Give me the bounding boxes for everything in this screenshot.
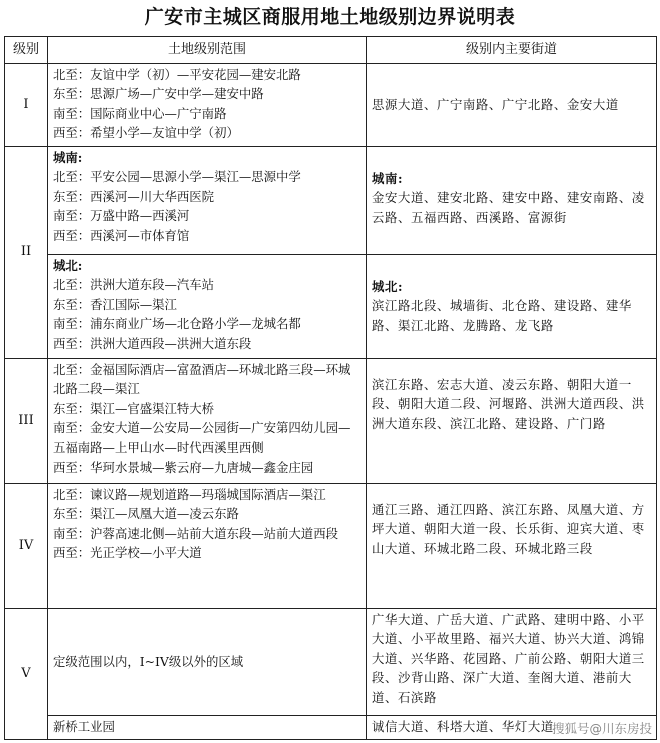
- district-label: 城北:: [53, 257, 83, 273]
- level-cell: IV: [5, 483, 48, 608]
- table-row: [5, 146, 657, 254]
- streets-cell: [367, 254, 657, 358]
- scope-cell: [48, 254, 367, 358]
- header-level: 级别: [5, 37, 48, 64]
- scope-line: 西至：华珂水景城—紫云府—九唐城—鑫金庄园: [53, 459, 314, 475]
- scope-line: 南至：浦东商业广场—北仓路小学—龙城名都: [53, 316, 301, 332]
- table-row: [5, 358, 657, 483]
- streets-text: 金安大道、建安北路、建安中路、建安南路、凌云路、五福西路、西溪路、富源街: [372, 190, 645, 225]
- scope-line: 东至：思源广场—广安中学—建安中路: [53, 86, 264, 102]
- header-scope: 土地级别范围: [48, 37, 367, 64]
- scope-cell: [48, 146, 367, 254]
- district-label: 城北:: [372, 278, 404, 294]
- scope-line: 东至：香江国际—渠江: [53, 296, 177, 312]
- scope-cell: 定级范围以内，I~IV级以外的区域: [48, 608, 367, 715]
- scope-line: 南至：金安大道—公安局—公园街—广安第四幼儿园—五福南路—上甲山水—时代西溪里西侧: [53, 420, 351, 455]
- streets-cell: 思源大道、广宁南路、广宁北路、金安大道: [367, 63, 657, 146]
- header-streets: 级别内主要街道: [367, 37, 657, 64]
- table-row: [5, 254, 657, 358]
- table-header-row: [5, 37, 657, 64]
- district-label: 城南:: [372, 170, 404, 186]
- scope-line: 东至：西溪河—川大华西医院: [53, 188, 215, 204]
- scope-line: 南至：万盛中路—西溪河: [53, 208, 190, 224]
- scope-line: 西至：洪洲大道西段—洪洲大道东段: [53, 335, 252, 351]
- scope-cell: [48, 63, 367, 146]
- scope-line: 东至：渠江—凤凰大道—凌云东路: [53, 506, 239, 522]
- page-title: 广安市主城区商服用地土地级别边界说明表: [144, 6, 516, 28]
- scope-cell: [48, 483, 367, 608]
- level-cell: V: [5, 608, 48, 739]
- streets-cell: 通江三路、通江四路、滨江东路、凤凰大道、方坪大道、朝阳大道一段、长乐街、迎宾大道、枣山大道、环城北路二段、环城北路三段: [367, 483, 657, 608]
- district-label: 城南:: [53, 149, 83, 165]
- scope-line: 南至：沪蓉高速北侧—站前大道东段—站前大道西段: [53, 525, 338, 541]
- scope-cell: 新桥工业园: [48, 715, 367, 739]
- streets-cell: 滨江东路、宏志大道、凌云东路、朝阳大道一段、朝阳大道二段、河堰路、洪洲大道西段、洪洲大道东段、滨江北路、建设路、广门路: [367, 358, 657, 483]
- scope-line: 北至：平安公园—思源小学—渠江—思源中学: [53, 169, 301, 185]
- scope-line: 西至：光正学校—小平大道: [53, 545, 202, 561]
- scope-line: 东至：渠江—官盛渠江特大桥: [53, 400, 215, 416]
- table-row: [5, 63, 657, 146]
- streets-cell: 广华大道、广岳大道、广武路、建明中路、小平大道、小平故里路、福兴大道、协兴大道、鸿锦大道、兴华路、花园路、广前公路、朝阳大道三段、沙背山路、深广大道、奎阁大道、港前大道、石滨路: [367, 608, 657, 715]
- level-cell: I: [5, 63, 48, 146]
- table-row: [5, 608, 657, 715]
- scope-cell: [48, 358, 367, 483]
- scope-line: 西至：西溪河—市体育馆: [53, 227, 190, 243]
- scope-line: 西至：希望小学—友谊中学（初）: [53, 125, 239, 141]
- streets-cell: [367, 146, 657, 254]
- scope-line: 南至：国际商业中心—广宁南路: [53, 105, 227, 121]
- level-cell: III: [5, 358, 48, 483]
- land-level-table: [4, 36, 657, 740]
- scope-line: 北至：洪洲大道东段—汽车站: [53, 277, 215, 293]
- streets-text: 滨江路北段、城墙街、北仓路、建设路、建华路、渠江北路、龙腾路、龙飞路: [372, 298, 632, 333]
- streets-cell: 诚信大道、科塔大道、华灯大道: [367, 715, 657, 739]
- table-row: [5, 483, 657, 608]
- level-cell: II: [5, 146, 48, 358]
- scope-line: 北至：谏议路—规划道路—玛瑙城国际酒店—渠江: [53, 486, 326, 502]
- watermark: 搜狐号@川东房投: [551, 721, 652, 736]
- scope-line: 北至：金福国际酒店—富盈酒店—环城北路三段—环城北路二段—渠江: [53, 361, 351, 397]
- scope-line: 北至：友谊中学（初）—平安花园—建安北路: [53, 66, 301, 82]
